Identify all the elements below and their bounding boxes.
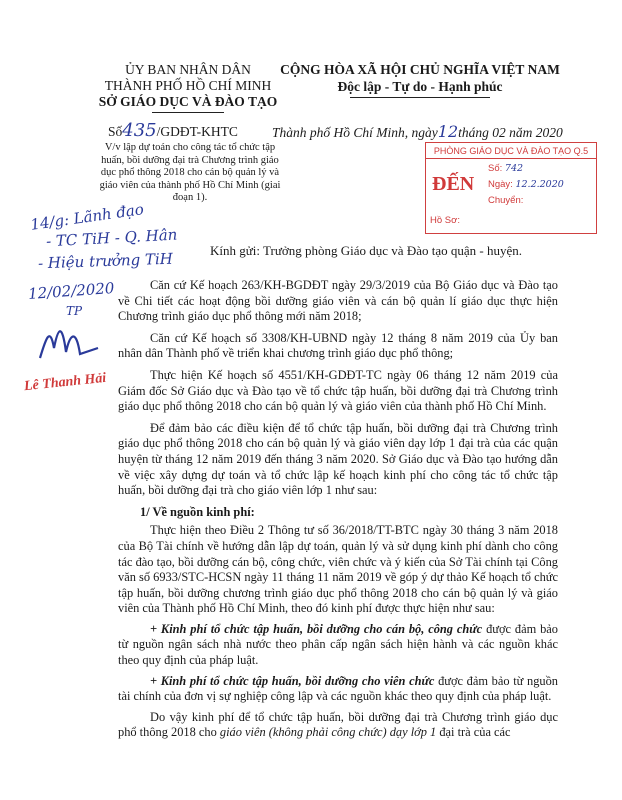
issuer-line-2: THÀNH PHỐ HỒ CHÍ MINH bbox=[104, 78, 272, 93]
stamp-title: PHÒNG GIÁO DỤC VÀ ĐÀO TẠO Q.5 bbox=[426, 143, 596, 159]
bullet-2-text: được đảm bảo từ nguồn tài chính của đơn vị sự nghiệp công lập và các nguồn khác theo quy định của pháp luật. bbox=[118, 673, 558, 704]
recipient-line: Kính gửi: Trưởng phòng Giáo dục và Đào tạo quận - huyện. bbox=[210, 243, 522, 258]
date-prefix: Thành phố Hồ Chí Minh, ngày bbox=[272, 125, 438, 140]
last-paragraph bbox=[118, 710, 558, 741]
motto-underline bbox=[350, 97, 490, 98]
bullet-1-text: được đảm bảo từ nguồn ngân sách nhà nước theo phân cấp ngân sách hiện hành và các nguồn khác theo quy định của pháp luật. bbox=[118, 621, 559, 668]
handwritten-note-1: 14/g: Lãnh đạo bbox=[29, 200, 145, 234]
last-paragraph-b: đại trà của các bbox=[436, 725, 511, 740]
national-title: CỘNG HÒA XÃ HỘI CHỦ NGHĨA VIỆT NAM bbox=[280, 62, 560, 77]
document-number bbox=[108, 120, 288, 141]
date-suffix: tháng 02 năm 2020 bbox=[458, 125, 563, 140]
stamp-chuyen-label: Chuyển: bbox=[488, 195, 524, 206]
stamp-hoso-label: Hồ Sơ: bbox=[430, 215, 460, 226]
stamp-ngay-label: Ngày: bbox=[488, 179, 513, 190]
section-1-paragraph: Thực hiện theo Điều 2 Thông tư số 36/2018/TT-BTC ngày 30 tháng 3 năm 2018 của Bộ Tài chính về hướng dẫn lập dự toán, quản lý và sử dụng kinh phí dành cho công tác đào tạo, bồi dưỡng cán bộ, công chức, viên chức và ý kiến của Sở Tài chính tại Công văn số 6933/STC-HCSN ngày 11 tháng 11 năm 2019 về góp ý dự thảo Kế hoạch tổ chức tập huấn, bồi dưỡng chương trình giáo dục phổ thông 2018 cho cán bộ quản lý và giáo viên của Thành phố Hồ Chí Minh, theo đó kinh phí được thực hiện như sau: bbox=[118, 523, 558, 616]
signature-name: Lê Thanh Hải bbox=[23, 370, 107, 395]
paragraph-4: Để đảm bảo các điều kiện để tổ chức tập huấn, bồi dưỡng đại trà Chương trình giáo dục phổ thông 2018 cho cán bộ quản lý và giáo viên dạy lớp 1 đại trà của các quận huyện từ tháng 12 năm 2019 đến tháng 3 năm 2020. Sở Giáo dục và Đào tạo hướng dẫn về việc xây dựng dự toán và tổ chức lập kế hoạch kinh phí cho công tác tổ chức tập huấn, bồi dưỡng đại trà cho giáo viên lớp 1 như sau: bbox=[118, 420, 558, 498]
number-prefix: Số bbox=[108, 124, 123, 139]
stamp-so-label: Số: bbox=[488, 163, 503, 174]
paragraph-1: Căn cứ Kế hoạch 263/KH-BGDĐT ngày 29/3/2019 của Bộ Giáo dục và Đào tạo về Chi tiết các hoạt động bồi dưỡng giáo viên và cán bộ quản lí giáo dục thực hiện Chương trình giáo dục phổ thông mới năm 2018; bbox=[118, 278, 558, 324]
last-paragraph-emphasis: giáo viên (không phải công chức) dạy lớp 1 bbox=[219, 725, 437, 740]
issuer-underline bbox=[152, 112, 224, 113]
handwritten-note-2: - TC TiH - Q. Hân bbox=[45, 225, 178, 251]
bullet-1 bbox=[118, 622, 558, 669]
date-day: 12 bbox=[437, 122, 459, 141]
paragraph-2: Căn cứ Kế hoạch số 3308/KH-UBND ngày 12 tháng 8 năm 2019 của Ủy ban nhân dân Thành phố về triển khai chương trình giáo dục phổ thông; bbox=[118, 330, 558, 361]
number-handwritten: 435 bbox=[122, 120, 157, 141]
issuer-block bbox=[88, 62, 288, 110]
document-body bbox=[118, 278, 558, 741]
received-stamp bbox=[425, 142, 597, 234]
issue-date bbox=[272, 124, 562, 141]
bullet-2 bbox=[118, 674, 558, 705]
handwritten-mark: TP bbox=[66, 304, 83, 318]
stamp-ngay-value: 12.2.2020 bbox=[515, 179, 564, 190]
handwritten-date: 12/02/2020 bbox=[27, 279, 115, 303]
last-paragraph-a: Do vậy kinh phí để tổ chức tập huấn, bồi dưỡng đại trà Chương trình giáo dục phổ thông 2018 cho bbox=[118, 709, 558, 740]
bullet-1-emphasis: + Kinh phí tổ chức tập huấn, bồi dưỡng cho cán bộ, công chức bbox=[150, 621, 483, 636]
section-1-title: 1/ Về nguồn kinh phí: bbox=[140, 504, 255, 519]
bullet-2-emphasis: + Kinh phí tổ chức tập huấn, bồi dưỡng cho viên chức bbox=[150, 673, 435, 688]
national-motto: Độc lập - Tự do - Hạnh phúc bbox=[337, 79, 503, 94]
stamp-so-value: 742 bbox=[504, 163, 524, 174]
handwritten-signature-icon bbox=[36, 318, 116, 368]
handwritten-note-3: - Hiệu trưởng TiH bbox=[37, 249, 174, 273]
paragraph-3: Thực hiện Kế hoạch số 4551/KH-GDĐT-TC ngày 06 tháng 12 năm 2019 của Giám đốc Sở Giáo dục và Đào tạo về tổ chức tập huấn, bồi dưỡng đại trà Chương trình giáo dục phổ thông 2018 cho cán bộ quản lý và giáo viên của thành phố Hồ Chí Minh. bbox=[118, 367, 558, 414]
number-suffix: /GDĐT-KHTC bbox=[156, 124, 238, 139]
issuer-line-1: ỦY BAN NHÂN DÂN bbox=[125, 62, 251, 77]
subject-line: V/v lập dự toán cho công tác tổ chức tập huấn, bồi dưỡng đại trà Chương trình giáo dục phổ thông 2018 cho cán bộ quản lý và giáo viên của thành phố Hồ Chí Minh (giai đoạn 1). bbox=[99, 142, 281, 203]
stamp-den: ĐẾN bbox=[432, 173, 475, 195]
issuer-line-3: SỞ GIÁO DỤC VÀ ĐÀO TẠO bbox=[98, 94, 278, 109]
